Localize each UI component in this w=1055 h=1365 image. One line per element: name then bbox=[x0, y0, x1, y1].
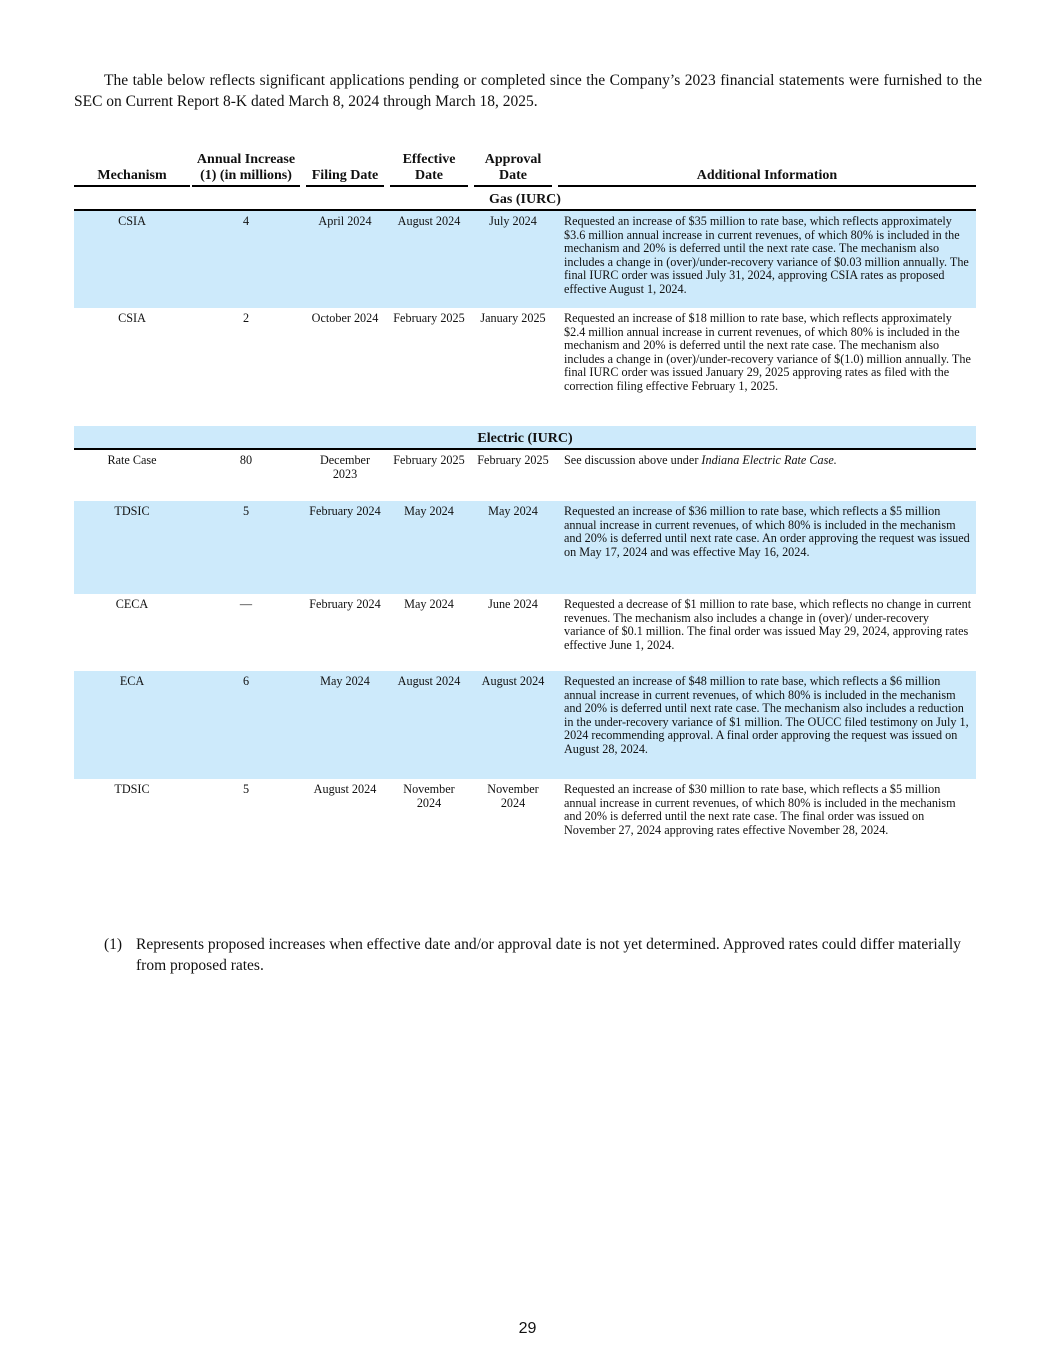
approval-date-cell: June 2024 bbox=[488, 597, 538, 611]
info-prefix: See discussion above under bbox=[564, 453, 702, 467]
filing-date-cell: October 2024 bbox=[311, 311, 379, 325]
header-effective-date: Effective Date bbox=[390, 152, 468, 187]
filing-date-cell: August 2024 bbox=[313, 782, 377, 796]
table-row bbox=[74, 779, 976, 863]
increase-cell: 5 bbox=[242, 782, 250, 796]
electric-section-row bbox=[74, 426, 976, 450]
approval-date-cell: November 2024 bbox=[487, 782, 539, 810]
gas-section-row bbox=[74, 187, 976, 211]
footnote-number: (1) bbox=[104, 936, 123, 953]
header-filing-date: Filing Date bbox=[306, 152, 384, 187]
additional-info-cell bbox=[558, 450, 976, 501]
filing-date-cell: December 2023 bbox=[319, 453, 371, 481]
filing-date-cell: February 2024 bbox=[306, 501, 384, 594]
footnote bbox=[104, 934, 982, 976]
intro-paragraph: The table below reflects significant applications pending or completed since the Company’s 2023 financial statements were furnished to the SEC on Current Report 8-K dated March 8, 2024 through March 18, 2025. bbox=[74, 72, 982, 110]
header-additional-information: Additional Information bbox=[558, 152, 976, 187]
additional-info-cell: Requested an increase of $48 million to rate base, which reflects a $6 million annual increase in current revenues, of which 80% is included in the mechanism and 20% is deferred until next rate case. The mechanism also includes a reduction in the under-recovery variance of $1 million. The OUCC filed testimony on July 1, 2024 recommending approval. A final order approving the request was issued on August 28, 2024. bbox=[558, 671, 976, 779]
table-row bbox=[74, 450, 976, 501]
effective-date-cell: August 2024 bbox=[390, 671, 468, 779]
table-row bbox=[74, 501, 976, 594]
table-row bbox=[74, 211, 976, 308]
additional-info-cell: Requested an increase of $35 million to rate base, which reflects approximately $3.6 million annual increase in current revenues, of which 80% is included in the mechanism and 20% is deferred until the next rate case. The mechanism also includes a change in (over)/under-recovery variance of $0.03 million annually. The final IURC order was issued July 31, 2024, approving CSIA rates as proposed effective August 1, 2024. bbox=[558, 211, 976, 308]
filing-date-cell: February 2024 bbox=[309, 597, 381, 611]
approval-date-cell: January 2025 bbox=[480, 311, 546, 325]
additional-info-cell: Requested an increase of $30 million to rate base, which reflects a $5 million annual increase in current revenues, of which 80% is included in the mechanism and 20% is deferred until the next rate case. The final order was issued on November 27, 2024 approving rates effective November 28, 2024. bbox=[564, 782, 956, 837]
applications-table bbox=[74, 152, 976, 863]
approval-date-cell: February 2025 bbox=[477, 453, 549, 467]
increase-cell: 80 bbox=[239, 453, 253, 467]
effective-date-cell: August 2024 bbox=[390, 211, 468, 308]
gas-section-title: Gas (IURC) bbox=[74, 187, 976, 211]
mechanism-cell: TDSIC bbox=[114, 782, 150, 796]
table-row bbox=[74, 671, 976, 779]
filing-date-cell: May 2024 bbox=[306, 671, 384, 779]
approval-date-cell: August 2024 bbox=[474, 671, 552, 779]
approval-date-cell: July 2024 bbox=[474, 211, 552, 308]
mechanism-cell: CSIA bbox=[118, 311, 146, 325]
mechanism-cell: Rate Case bbox=[107, 453, 157, 467]
increase-cell: — bbox=[239, 597, 253, 611]
additional-info-cell: Requested an increase of $18 million to rate base, which reflects approximately $2.4 million annual increase in current revenues, of which 80% is included in the mechanism and 20% is deferred until the next rate case. The mechanism also includes a change in (over)/under-recovery variance of $(1.0) million annually. The final IURC order was issued January 29, 2025 approving rates as filed with the correction filing effective February 1, 2025. bbox=[564, 311, 971, 393]
additional-info-cell: Requested a decrease of $1 million to rate base, which reflects no change in current revenues. The mechanism also includes a change in (over)/ under-recovery variance of $0.1 million. The final order was issued May 29, 2024, approving rates effective June 1, 2024. bbox=[564, 597, 972, 652]
electric-section-title: Electric (IURC) bbox=[74, 426, 976, 450]
page-number: 29 bbox=[518, 1320, 537, 1337]
additional-info-cell: Requested an increase of $36 million to rate base, which reflects a $5 million annual increase in current revenues, of which 80% is included in the mechanism and 20% is deferred until next rate case. An order approving the request was issued on May 17, 2024 and was effective May 16, 2024. bbox=[558, 501, 976, 594]
header-mechanism: Mechanism bbox=[74, 152, 190, 187]
effective-date-cell: May 2024 bbox=[390, 501, 468, 594]
table-row bbox=[74, 308, 976, 426]
table-row bbox=[74, 594, 976, 671]
table-header-row bbox=[74, 152, 976, 187]
effective-date-cell: November 2024 bbox=[403, 782, 455, 810]
filing-date-cell: April 2024 bbox=[306, 211, 384, 308]
effective-date-cell: February 2025 bbox=[393, 453, 465, 467]
header-approval-date: Approval Date bbox=[474, 152, 552, 187]
mechanism-cell: CECA bbox=[115, 597, 149, 611]
footnote-text: Represents proposed increases when effective date and/or approval date is not yet determined. Approved rates could differ materially from proposed rates. bbox=[136, 936, 961, 974]
increase-cell: 2 bbox=[242, 311, 250, 325]
increase-cell: 4 bbox=[192, 211, 300, 308]
rate-case-reference: Indiana Electric Rate Case. bbox=[701, 453, 837, 467]
mechanism-cell: ECA bbox=[74, 671, 190, 779]
header-annual-increase: Annual Increase (1) (in millions) bbox=[192, 152, 300, 187]
effective-date-cell: February 2025 bbox=[393, 311, 465, 325]
mechanism-cell: TDSIC bbox=[74, 501, 190, 594]
effective-date-cell: May 2024 bbox=[404, 597, 454, 611]
increase-cell: 5 bbox=[192, 501, 300, 594]
increase-cell: 6 bbox=[192, 671, 300, 779]
approval-date-cell: May 2024 bbox=[474, 501, 552, 594]
mechanism-cell: CSIA bbox=[74, 211, 190, 308]
